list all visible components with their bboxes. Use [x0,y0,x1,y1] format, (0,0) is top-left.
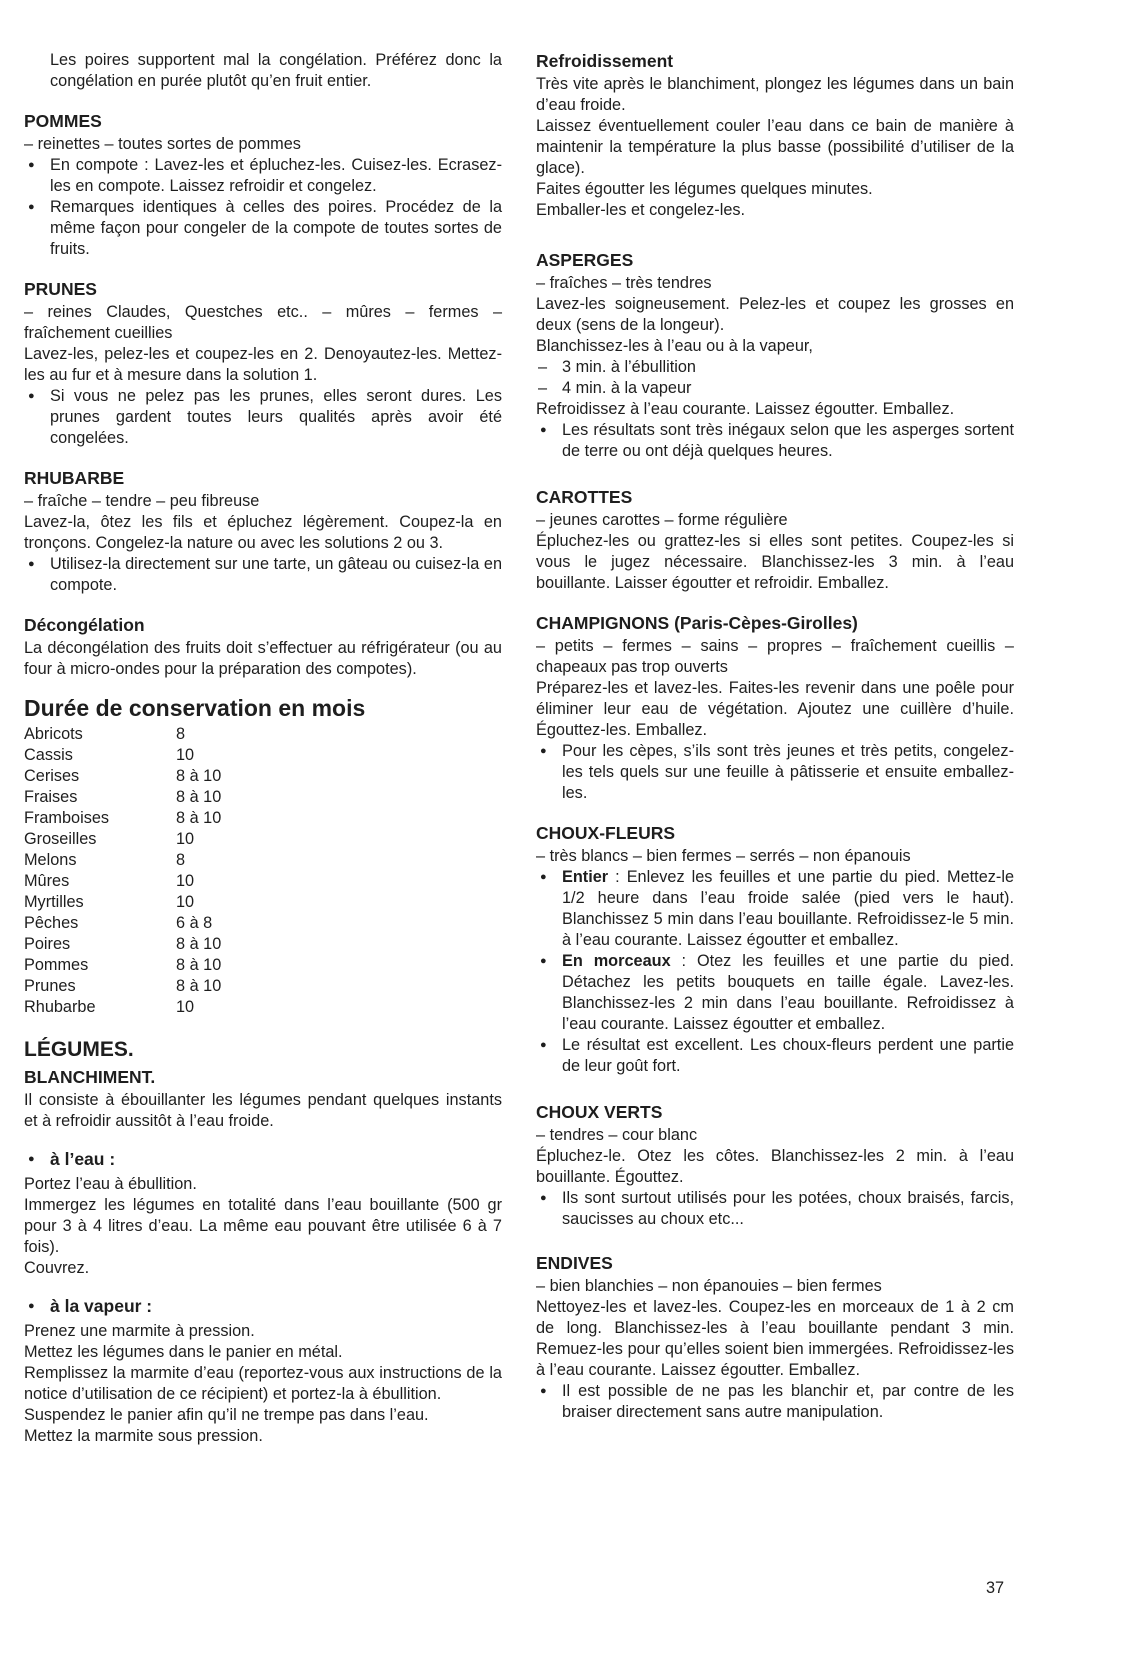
champignons-bullet: ● Pour les cèpes, s’ils sont très jeunes et très petits, congelez-les tels quels sur une feuille à pâtisserie et ensuite emballez-les. [536,741,1014,804]
fruit-name: Mûres [24,872,70,890]
rhubarbe-heading: RHUBARBE [24,468,125,488]
duree-row [24,871,221,892]
champignons-line: – petits – fermes – sains – propres – fraîchement cueillis – chapeaux pas trop ouverts [536,637,1014,676]
duree-row [24,745,221,766]
fruit-duree: 8 à 10 [176,809,222,827]
prunes-bullet: ● Si vous ne pelez pas les prunes, elles seront dures. Les prunes gardent toutes leurs qualités après avoir été congelées. [24,386,502,449]
champignons-title: CHAMPIGNONS [536,613,670,633]
fruit-name: Myrtilles [24,893,84,911]
rhubarbe-bullet: ● Utilisez-la directement sur une tarte, un gâteau ou cuisez-la en compote. [24,554,502,596]
legumes-heading: LÉGUMES. [24,1038,134,1061]
fruit-duree: 8 [176,725,186,743]
refroidissement-line: Laissez éventuellement couler l’eau dans ce bain de manière à maintenir la température la plus basse (possibilité d’utiliser de la glace). [536,117,1014,177]
choux-fleurs-bullet: ● Le résultat est excellent. Les choux-fleurs perdent une partie de leur goût fort. [536,1035,1014,1077]
blanchiment-text: Il consiste à ébouillanter les légumes pendant quelques instants et à refroidir aussitôt à l’eau froide. [24,1091,502,1130]
duree-row [24,787,221,808]
morceaux-text: : Otez les feuilles et une partie du pied. Détachez les petits bouquets en taille égale. Lavez-les. Blanchissez-les 2 min dans l’eau bouillante. Refroidissez à l’eau courante. Laissez égoutter et emballez. [562,952,1014,1033]
fruit-duree: 8 à 10 [176,956,222,974]
duree-row [24,850,221,871]
fruit-duree: 8 à 10 [176,977,222,995]
prunes-line: – reines Claudes, Questches etc.. – mûres – fermes – fraîchement cueillies [24,303,502,342]
right-column [536,50,1014,1423]
choux-verts-line: Épluchez-le. Otez les côtes. Blanchissez-les 2 min. à l’eau bouillante. Égouttez. [536,1147,1014,1186]
decongelation-text: La décongélation des fruits doit s’effectuer au réfrigérateur (ou au four à micro-ondes pour la préparation des compotes). [24,639,502,678]
fruit-duree: 10 [176,998,195,1016]
pommes-bullet: ● Remarques identiques à celles des poires. Procédez de la même façon pour congeler de la compote de toutes sortes de fruits. [24,197,502,260]
fruit-name: Pêches [24,914,79,932]
fruit-name: Prunes [24,977,76,995]
fruit-name: Rhubarbe [24,998,96,1016]
fruit-name: Pommes [24,956,89,974]
poires-intro: Les poires supportent mal la congélation. Préférez donc la congélation en purée plutôt qu’en fruit entier. [50,51,502,90]
vapeur-line: Remplissez la marmite d’eau (reportez-vous aux instructions de la notice d’utilisation de ce récipient) et portez-la à ébullition. [24,1364,502,1403]
vapeur-line: Suspendez le panier afin qu’il ne trempe pas dans l’eau. [24,1406,429,1424]
duree-row [24,934,221,955]
vapeur-heading: ● à la vapeur : [24,1295,502,1317]
carottes-line: Épluchez-les ou grattez-les si elles sont petites. Coupez-les si vous le jugez nécessaire. Blanchissez-les 3 min. à l’eau bouillante. Laisser égoutter et refroidir. Emballez. [536,532,1014,592]
fruit-name: Poires [24,935,71,953]
fruit-name: Groseilles [24,830,97,848]
choux-verts-bullet: ● Ils sont surtout utilisés pour les potées, choux braisés, farcis, saucisses au choux etc... [536,1188,1014,1230]
fruit-duree: 10 [176,893,195,911]
carottes-heading: CAROTTES [536,487,633,507]
duree-row [24,724,221,745]
endives-line: – bien blanchies – non épanouies – bien fermes [536,1277,882,1295]
choux-fleurs-heading: CHOUX-FLEURS [536,823,676,843]
blanchiment-heading: BLANCHIMENT. [24,1067,156,1087]
pommes-bullet: ● En compote : Lavez-les et épluchez-les. Cuisez-les. Ecrasez-les en compote. Laissez refroidir et congelez. [24,155,502,197]
duree-row [24,997,221,1018]
fruit-name: Cerises [24,767,80,785]
fruit-duree: 10 [176,746,195,764]
carottes-line: – jeunes carottes – forme régulière [536,511,788,529]
rhubarbe-line: Lavez-la, ôtez les fils et épluchez légèrement. Coupez-la en tronçons. Congelez-la nature ou avec les solutions 2 ou 3. [24,513,502,552]
fruit-name: Melons [24,851,77,869]
fruit-duree: 6 à 8 [176,914,213,932]
fruit-name: Cassis [24,746,73,764]
endives-line: Nettoyez-les et lavez-les. Coupez-les en morceaux de 1 à 2 cm de long. Blanchissez-les à l’eau bouillante pendant 3 min. Remuez-les pour qu’elles soient bien immergées. Refroidissez-les à l’eau courante. Laissez égoutter. Emballez. [536,1298,1014,1379]
left-column [24,50,502,1447]
duree-row [24,808,221,829]
champignons-subtitle: (Paris-Cèpes-Girolles) [674,613,858,633]
fruit-duree: 10 [176,872,195,890]
refroidissement-line: Faites égoutter les légumes quelques minutes. [536,180,873,198]
asperges-line: Lavez-les soigneusement. Pelez-les et coupez les grosses en deux (sens de la longeur). [536,295,1014,334]
fruit-duree: 8 à 10 [176,788,222,806]
duree-row [24,766,221,787]
page-number: 37 [986,1579,1005,1597]
pommes-heading: POMMES [24,111,102,131]
champignons-heading [536,612,1014,634]
refroidissement-heading: Refroidissement [536,51,674,71]
choux-fleurs-entier-bullet [536,867,1014,951]
duree-row [24,955,221,976]
endives-heading: ENDIVES [536,1253,613,1273]
rhubarbe-line: – fraîche – tendre – peu fibreuse [24,492,260,510]
fruit-name: Fraises [24,788,78,806]
champignons-line: Préparez-les et lavez-les. Faites-les revenir dans une poêle pour éliminer leur eau de végétation. Ajoutez une cuillère d’huile. Égouttez-les. Emballez. [536,679,1014,739]
fruit-duree: 10 [176,830,195,848]
vapeur-line: Mettez la marmite sous pression. [24,1427,263,1445]
fruit-duree: 8 à 10 [176,935,222,953]
asperges-line: Blanchissez-les à l’eau ou à la vapeur, [536,337,813,355]
eau-line: Couvrez. [24,1259,90,1277]
duree-row [24,892,221,913]
prunes-line: Lavez-les, pelez-les et coupez-les en 2. Denoyautez-les. Mettez-les au fur et à mesure dans la solution 1. [24,345,502,384]
duree-row [24,976,221,997]
fruit-name: Abricots [24,725,83,743]
prunes-heading: PRUNES [24,279,97,299]
asperges-line: Refroidissez à l’eau courante. Laissez égoutter. Emballez. [536,400,955,418]
entier-label: Entier [562,868,609,886]
duree-row [24,829,221,850]
duree-row [24,913,221,934]
asperges-bullet: ● Les résultats sont très inégaux selon que les asperges sortent de terre ou ont déjà quelques heures. [536,420,1014,462]
fruit-name: Framboises [24,809,110,827]
choux-fleurs-morceaux-bullet [536,951,1014,1035]
eau-line: Portez l’eau à ébullition. [24,1175,197,1193]
fruit-duree: 8 [176,851,186,869]
fruit-duree: 8 à 10 [176,767,222,785]
eau-heading: ● à l’eau : [24,1148,502,1170]
asperges-dash-item: – 4 min. à la vapeur [536,378,1014,399]
vapeur-line: Prenez une marmite à pression. [24,1322,255,1340]
choux-verts-heading: CHOUX VERTS [536,1102,663,1122]
vapeur-line: Mettez les légumes dans le panier en métal. [24,1343,343,1361]
endives-bullet: ● Il est possible de ne pas les blanchir et, par contre de les braiser directement sans autre manipulation. [536,1381,1014,1423]
pommes-line: – reinettes – toutes sortes de pommes [24,135,301,153]
asperges-heading: ASPERGES [536,250,634,270]
entier-text: : Enlevez les feuilles et une partie du pied. Mettez-le 1/2 heure dans l’eau froide salée (pied vers le haut). Blanchissez 5 min dans l’eau bouillante. Refroidissez-le 5 min. à l’eau courante. Laissez égoutter et emballez. [562,868,1014,949]
decongelation-heading: Décongélation [24,615,145,635]
duree-table [24,724,221,1018]
choux-verts-line: – tendres – cour blanc [536,1126,698,1144]
morceaux-label: En morceaux [562,952,671,970]
choux-fleurs-line: – très blancs – bien fermes – serrés – non épanouis [536,847,911,865]
eau-line: Immergez les légumes en totalité dans l’eau bouillante (500 gr pour 3 à 4 litres d’eau. La même eau pouvant être utilisée 6 à 7 fois). [24,1196,502,1256]
asperges-dash-item: – 3 min. à l’ébullition [536,357,1014,378]
refroidissement-line: Emballer-les et congelez-les. [536,201,746,219]
duree-heading: Durée de conservation en mois [24,695,366,721]
asperges-line: – fraîches – très tendres [536,274,712,292]
refroidissement-line: Très vite après le blanchiment, plongez les légumes dans un bain d’eau froide. [536,75,1014,114]
